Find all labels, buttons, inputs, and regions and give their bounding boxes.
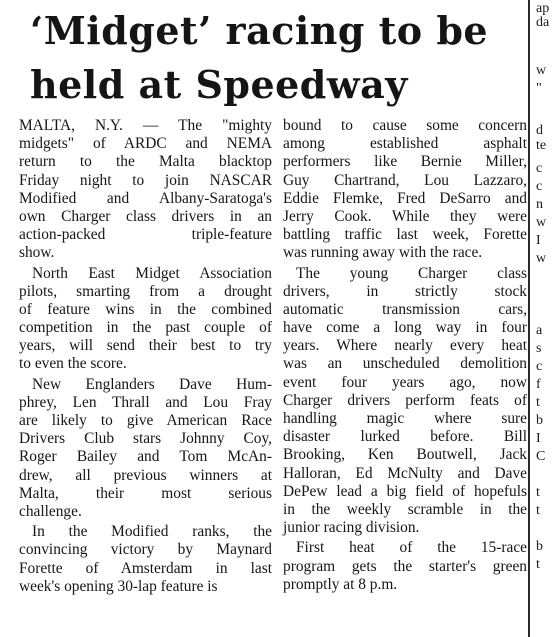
adjacent-column-fragment: b: [536, 539, 543, 554]
article-line: have come a long way in four: [283, 319, 527, 337]
article-line: DePew lead a big field of hopefuls: [283, 482, 527, 500]
article-line: in the weekly scramble in the: [283, 500, 527, 518]
adjacent-column-fragment: t: [536, 503, 540, 518]
adjacent-column-fragment: ap: [536, 1, 550, 16]
adjacent-column-fragment: w: [536, 63, 547, 78]
article-line: Jerry Cook. While they were: [283, 207, 527, 225]
article-line: Malta, their most serious: [19, 484, 272, 502]
article-line: promptly at 8 p.m.: [283, 575, 398, 593]
article-line: competition in the past couple of: [19, 319, 272, 337]
article-line: years, will send their best to try: [19, 337, 272, 355]
article-line: Modified and Albany-Saratoga's: [19, 189, 272, 207]
adjacent-column-fragment: w: [536, 215, 547, 230]
article-line: Brooking, Ken Boutwell, Jack: [283, 446, 527, 464]
article-line: Friday night to join NASCAR: [19, 171, 272, 189]
adjacent-column-fragment: I: [536, 233, 541, 248]
adjacent-column-fragment: d: [536, 123, 543, 138]
article-line: action-packed triple-feature: [19, 226, 272, 244]
article-line: years. Where nearly every heat: [283, 337, 527, 355]
article-line: event four years ago, now: [283, 373, 527, 391]
article-paragraph: [19, 523, 272, 596]
headline-line-2: held at Speedway: [30, 62, 408, 107]
article-paragraph: [19, 265, 272, 374]
adjacent-column-fragment: ": [536, 81, 542, 96]
article-line: was an unscheduled demolition: [283, 355, 527, 373]
article-line: drivers, in strictly stock: [283, 282, 527, 300]
article-line: Forette of Amsterdam in last: [19, 559, 272, 577]
article-line: Charger drivers perform feats of: [283, 391, 527, 409]
article-line: convincing victory by Maynard: [19, 541, 272, 559]
article-line: North East Midget Association: [32, 264, 272, 282]
headline-line-1: ‘Midget’ racing to be: [30, 8, 489, 53]
article-line: The young Charger class: [296, 264, 527, 282]
article-line: was running away with the race.: [283, 244, 483, 262]
article-line: handling magic where sure: [283, 410, 527, 427]
article-paragraph: [283, 117, 527, 263]
article-line: program gets the starter's green: [283, 557, 527, 575]
article-paragraph: [19, 376, 272, 522]
adjacent-column-fragment: da: [536, 15, 550, 30]
article-line: drew, all previous winners at: [19, 466, 272, 484]
adjacent-column-fragment: w: [536, 251, 547, 266]
article-line: automatic transmission cars,: [283, 300, 527, 318]
article-line: Halloran, Ed McNulty and Dave: [283, 464, 527, 482]
article-line: disaster lurked before. Bill: [283, 428, 527, 446]
article-paragraph: [283, 265, 527, 538]
article-line: to even the score.: [19, 355, 127, 373]
article-line: own Charger class drivers in an: [19, 207, 272, 225]
article-paragraph: [283, 539, 527, 594]
adjacent-column-fragment: c: [536, 161, 543, 176]
article-line: are likely to give American Race: [19, 412, 272, 429]
article-column-left: [19, 117, 272, 596]
article-line: performers like Bernie Miller,: [283, 153, 527, 171]
article-line: MALTA, N.Y. — The "mighty: [19, 117, 272, 134]
article-line: Eddie Flemke, Fred DeSarro and: [283, 189, 527, 207]
article-line: show.: [19, 244, 55, 262]
article-column-right: [283, 117, 527, 594]
adjacent-column-fragment: n: [536, 197, 543, 212]
adjacent-column-fragment: t: [536, 557, 540, 572]
article-line: New Englanders Dave Hum-: [32, 375, 272, 393]
column-divider-rule: [528, 0, 530, 637]
adjacent-column-fragment: c: [536, 179, 543, 194]
adjacent-column-fragment: C: [536, 449, 546, 464]
article-line: week's opening 30-lap feature is: [19, 577, 218, 595]
adjacent-column-fragment: te: [536, 138, 547, 153]
adjacent-column-fragment: b: [536, 413, 543, 428]
article-line: of feature wins in the combined: [19, 300, 272, 318]
article-line: In the Modified ranks, the: [32, 523, 272, 541]
article-line: pilots, smarting from a drought: [19, 282, 272, 300]
adjacent-column-fragment: I: [536, 431, 541, 446]
article-line: battling traffic last week, Forette: [283, 226, 527, 244]
article-line: challenge.: [19, 502, 82, 520]
article-line: among established asphalt: [283, 135, 527, 153]
article-line: Guy Chartrand, Lou Lazzaro,: [283, 171, 527, 189]
article-paragraph: [19, 117, 272, 263]
adjacent-column-fragment: s: [536, 341, 542, 356]
adjacent-column-fragment: t: [536, 395, 540, 410]
article-line: First heat of the 15-race: [296, 539, 527, 557]
article-line: junior racing division.: [283, 519, 420, 537]
headline: [30, 4, 530, 112]
adjacent-column-fragment: f: [536, 377, 541, 392]
article-line: phrey, Len Thrall and Lou Fray: [19, 393, 272, 411]
article-line: bound to cause some concern: [283, 117, 527, 134]
article-line: Roger Bailey and Tom McAn-: [19, 448, 272, 466]
adjacent-column-fragment: t: [536, 485, 540, 500]
article-line: Drivers Club stars Johnny Coy,: [19, 430, 272, 448]
adjacent-column-fragment: c: [536, 359, 543, 374]
article-line: return to the Malta blacktop: [19, 153, 272, 171]
article-line: midgets" of ARDC and NEMA: [19, 135, 272, 153]
adjacent-column-fragment: a: [536, 323, 543, 338]
